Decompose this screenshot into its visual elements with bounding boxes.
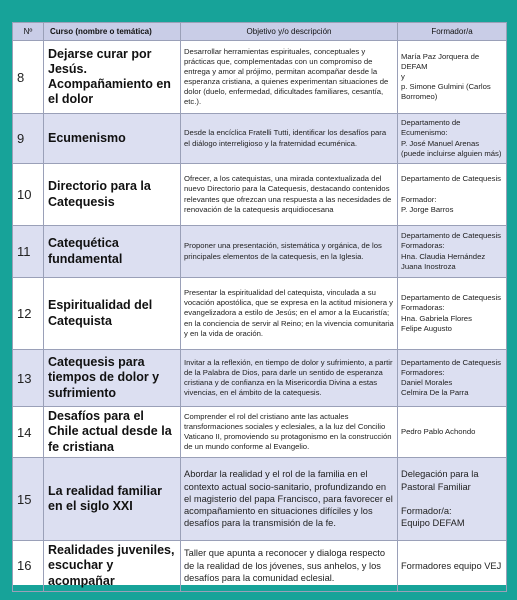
table-row <box>13 458 507 541</box>
trainer-line: Felipe Augusto <box>401 323 452 333</box>
trainer-line <box>401 493 503 505</box>
row-number: 15 <box>13 458 44 541</box>
trainer-line: Departamento de Catequesis <box>401 174 501 184</box>
trainer-line: Formador/a: <box>401 506 452 517</box>
course-name: Ecumenismo <box>44 114 181 164</box>
course-description: Taller que apunta a reconocer y dialoga respecto de la realidad de los jóvenes, sus anhelos, y los desafíos para la comunidad eclesial. <box>181 541 398 592</box>
row-number: 16 <box>13 541 44 592</box>
course-name: Desafíos para el Chile actual desde la fe cristiana <box>44 407 181 458</box>
course-trainer <box>398 458 507 541</box>
course-trainer <box>398 41 507 114</box>
course-table <box>12 22 507 592</box>
row-number: 9 <box>13 114 44 164</box>
course-trainer <box>398 164 507 226</box>
course-description: Desarrollar herramientas espirituales, conceptuales y prácticas que, complementadas con un compromiso de entrega y amor al prójimo, permitan acompañar desde la esperanza cristiana, a quienes experimentan situaciones de dolor (duelo, enfermedad, dificultades familiares, cesantía, etc.). <box>181 41 398 114</box>
course-name: Dejarse curar por Jesús. Acompañamiento en el dolor <box>44 41 181 114</box>
course-name: Espiritualidad del Catequista <box>44 278 181 350</box>
course-trainer <box>398 350 507 407</box>
table-header-row <box>13 23 507 41</box>
table-row <box>13 226 507 278</box>
course-description: Presentar la espiritualidad del catequista, vinculada a su vocación apostólica, que se expresa en la actitud misionera y evangelizadora a estilo de Jesús; en el amor a la Eucaristía; en la conciencia de servir al Reino; en la vivencia comunitaria y en la vida de oración. <box>181 278 398 350</box>
trainer-line: Hna. Claudia Hernández <box>401 251 486 261</box>
trainer-line: Juana Inostroza <box>401 261 456 271</box>
trainer-line: Formadores: <box>401 367 445 377</box>
row-number: 10 <box>13 164 44 226</box>
row-number: 12 <box>13 278 44 350</box>
trainer-line: p. Simone Gulmini (Carlos Borromeo) <box>401 82 491 102</box>
table-row <box>13 350 507 407</box>
table-row <box>13 164 507 226</box>
trainer-line: Delegación para la Pastoral Familiar <box>401 469 479 492</box>
course-description: Desde la encíclica Fratelli Tutti, identificar los desafíos para el diálogo interreligioso y la fraternidad ecuménica. <box>181 114 398 164</box>
header-course: Curso (nombre o temática) <box>44 23 181 41</box>
trainer-line: Formadoras: <box>401 303 445 313</box>
trainer-line: Celmira De la Parra <box>401 388 469 398</box>
table-row <box>13 541 507 592</box>
trainer-line: Departamento de Catequesis <box>401 231 501 241</box>
trainer-line: Equipo DEFAM <box>401 518 465 529</box>
trainer-line: y <box>401 71 405 81</box>
course-name: La realidad familiar en el siglo XXI <box>44 458 181 541</box>
course-name: Realidades juveniles, escuchar y acompañar <box>44 541 181 592</box>
trainer-line: Pedro Pablo Achondo <box>401 426 476 436</box>
table-row <box>13 407 507 458</box>
trainer-line: María Paz Jorquera de DEFAM <box>401 51 480 71</box>
header-number: Nº <box>13 23 44 41</box>
trainer-line: Formadoras: <box>401 241 445 251</box>
row-number: 11 <box>13 226 44 278</box>
course-trainer <box>398 114 507 164</box>
course-description: Comprender el rol del cristiano ante las actuales transformaciones sociales y eclesiales, a la luz del Concilio Vaticano II, promoviendo su protagonismo en la construcción de un mundo conforme al Evangelio. <box>181 407 398 458</box>
trainer-line <box>401 184 503 194</box>
row-number: 8 <box>13 41 44 114</box>
course-description: Invitar a la reflexión, en tiempo de dolor y sufrimiento, a partir de la Palabra de Dios, para darle un sentido de esperanza cristiana y de confianza en la Misericordia Divina a estas vivencias, en el ámbito de la catequesis. <box>181 350 398 407</box>
course-trainer <box>398 278 507 350</box>
course-description: Abordar la realidad y el rol de la familia en el contexto actual socio-sanitario, profundizando en el magisterio del papa Francisco, para favorecer el acompañamiento en situaciones difíciles y los desafíos para la transmisión de la fe. <box>181 458 398 541</box>
table-row <box>13 41 507 114</box>
trainer-line: P. Jorge Barros <box>401 204 454 214</box>
course-name: Catequética fundamental <box>44 226 181 278</box>
table-row <box>13 278 507 350</box>
row-number: 14 <box>13 407 44 458</box>
trainer-line: Hna. Gabriela Flores <box>401 313 472 323</box>
trainer-line: Departamento de Catequesis <box>401 357 501 367</box>
trainer-line: P. José Manuel Arenas (puede incluirse alguien más) <box>401 138 502 158</box>
course-trainer <box>398 226 507 278</box>
header-trainer: Formador/a <box>398 23 507 41</box>
trainer-line: Formador: <box>401 194 437 204</box>
course-description: Proponer una presentación, sistemática y orgánica, de los principales elementos de la catequesis, en la Iglesia. <box>181 226 398 278</box>
trainer-line: Formadores equipo VEJ <box>401 560 502 571</box>
course-description: Ofrecer, a los catequistas, una mirada contextualizada del nuevo Directorio para la Catequesis, destacando contenidos relevantes que ofrezcan una respuesta a las necesidades de renovación de la catequesis arquidiocesana <box>181 164 398 226</box>
table-row <box>13 114 507 164</box>
course-trainer <box>398 407 507 458</box>
row-number: 13 <box>13 350 44 407</box>
course-table-frame <box>12 22 506 588</box>
trainer-line: Departamento de Ecumenismo: <box>401 118 461 138</box>
course-name: Catequesis para tiempos de dolor y sufrimiento <box>44 350 181 407</box>
trainer-line: Daniel Morales <box>401 378 453 387</box>
header-objective: Objetivo y/o descripción <box>181 23 398 41</box>
trainer-line: Departamento de Catequesis <box>401 293 501 303</box>
course-trainer <box>398 541 507 592</box>
course-name: Directorio para la Catequesis <box>44 164 181 226</box>
